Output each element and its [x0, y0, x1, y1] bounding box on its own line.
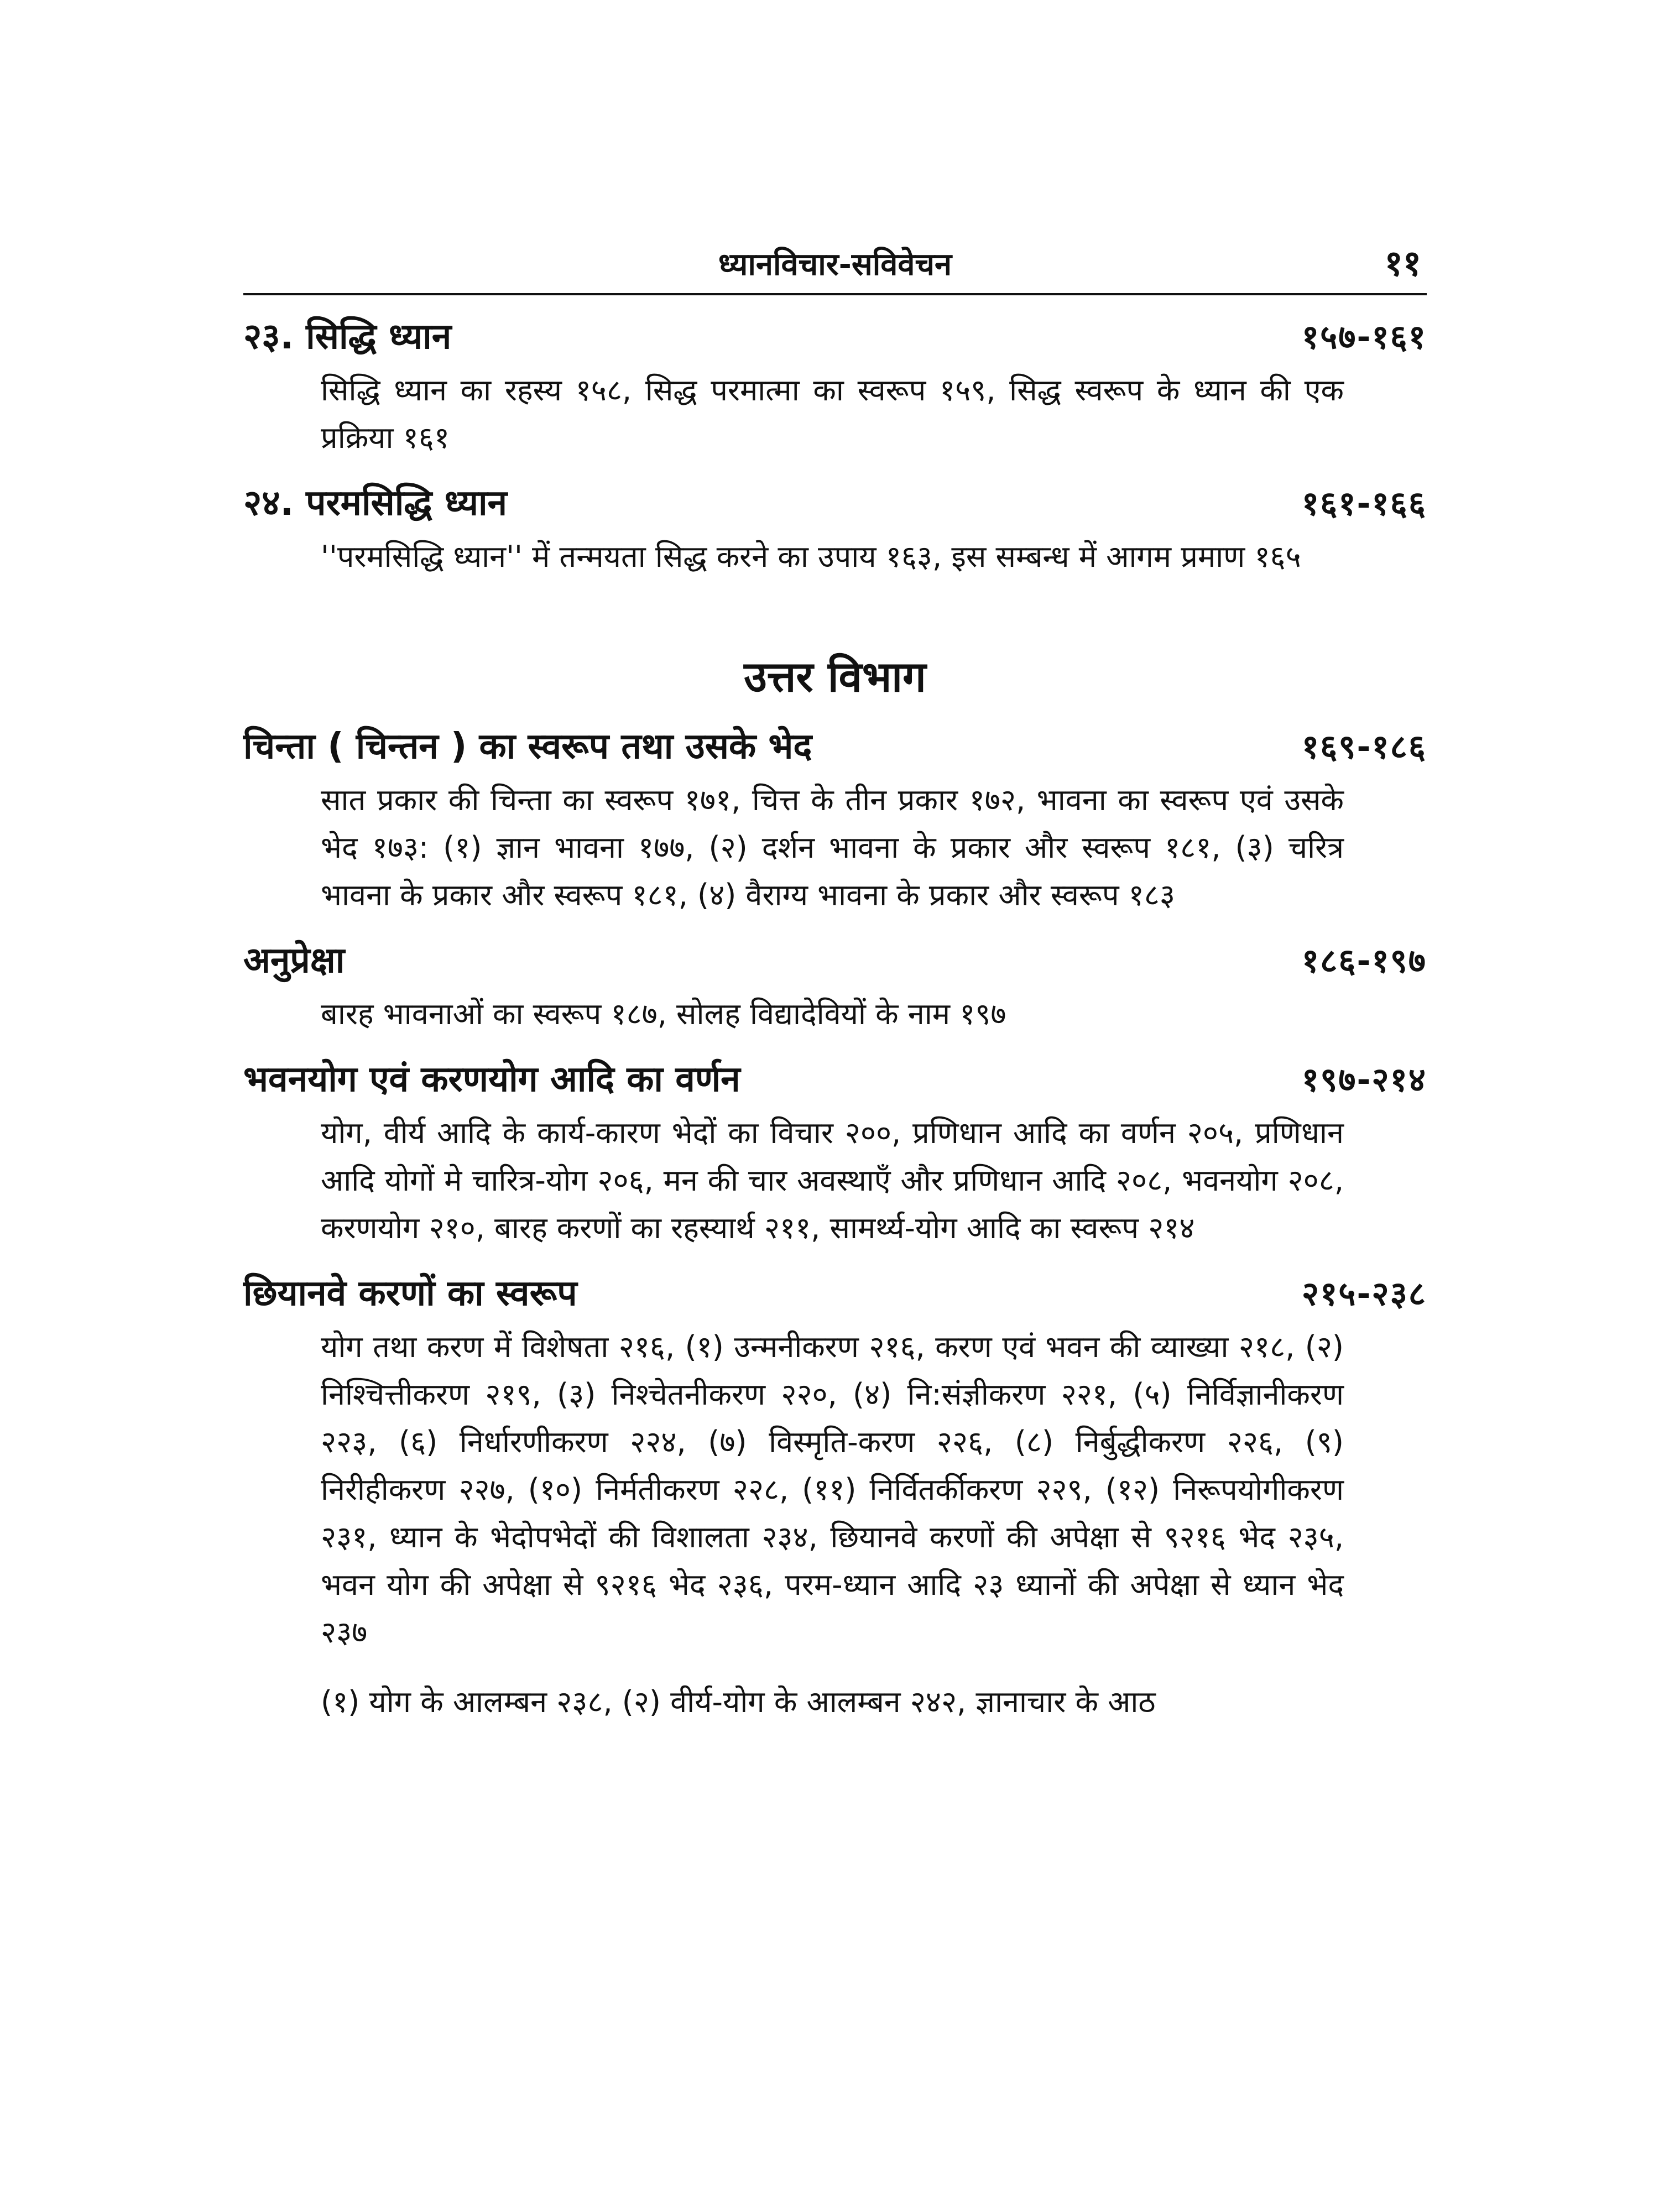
toc-entry — [243, 721, 1427, 919]
toc-entry-description: ''परमसिद्धि ध्यान'' में तन्मयता सिद्ध करने का उपाय १६३, इस सम्बन्ध में आगम प्रमाण १६५ — [321, 539, 1301, 574]
toc-entry-range: १६९-१८६ — [1301, 728, 1427, 766]
toc-entry-description: बारह भावनाओं का स्वरूप १८७, सोलह विद्यादेवियों के नाम १९७ — [321, 997, 1006, 1031]
page — [243, 232, 1427, 1726]
toc-entry-range: १६१-१६६ — [1301, 484, 1427, 523]
toc-entry — [243, 311, 1427, 462]
toc-entry — [243, 477, 1427, 581]
toc-entry-description: सात प्रकार की चिन्ता का स्वरूप १७१, चित्त के तीन प्रकार १७२, भावना का स्वरूप एवं उसके भेद १७३: (१) ज्ञान भावना १७७, (२) दर्शन भावना के प्रकार और स्वरूप १८१, (३) चरित्र भावना के प्रकार और स्वरूप १८१, (४) वैराग्य भावना के प्रकार और स्वरूप १८३ — [321, 782, 1344, 912]
toc-entry-range: २१५-२३८ — [1301, 1275, 1427, 1313]
toc-entry-description: योग, वीर्य आदि के कार्य-कारण भेदों का विचार २००, प्रणिधान आदि का वर्णन २०५, प्रणिधान आदि योगों मे चारित्र-योग २०६, मन की चार अवस्थाएँ और प्रणिधान आदि २०८, भवनयोग २०८, करणयोग २१०, बारह करणों का रहस्यार्थ २११, सामर्थ्य-योग आदि का स्वरूप २१४ — [321, 1115, 1344, 1245]
continuation-line: (१) योग के आलम्बन २३८, (२) वीर्य-योग के आलम्बन २४२, ज्ञानाचार के आठ — [321, 1684, 1156, 1719]
toc-entry-description: योग तथा करण में विशेषता २१६, (१) उन्मनीकरण २१६, करण एवं भवन की व्याख्या २१८, (२) निश्चित्तीकरण २१९, (३) निश्चेतनीकरण २२०, (४) नि:संज्ञीकरण २२१, (५) निर्विज्ञानीकरण २२३, (६) निर्धारणीकरण २२४, (७) विस्मृति-करण २२६, (८) निर्बुद्धीकरण २२६, (९) निरीहीकरण २२७, (१०) निर्मतीकरण २२८, (११) निर्वितर्कीकरण २२९, (१२) निरूपयोगीकरण २३१, ध्यान के भेदोपभेदों की विशालता २३४, छियानवे करणों की अपेक्षा से ९२१६ भेद २३५, भवन योग की अपेक्षा से ९२१६ भेद २३६, परम-ध्यान आदि २३ ध्यानों की अपेक्षा से ध्यान भेद २३७ — [321, 1329, 1344, 1650]
toc-entry-range: १८६-१९७ — [1301, 942, 1427, 980]
running-title: ध्यानविचार-सविवेचन — [718, 247, 952, 283]
toc-entry-range: १५७-१६१ — [1301, 318, 1427, 357]
toc-entry — [243, 935, 1427, 1038]
toc-entry-title: अनुप्रेक्षा — [243, 940, 345, 981]
toc-entry-title: चिन्ता ( चिन्तन ) का स्वरूप तथा उसके भेद — [243, 726, 812, 767]
toc-entry — [243, 1053, 1427, 1252]
toc-entry-description: सिद्धि ध्यान का रहस्य १५८, सिद्ध परमात्मा का स्वरूप १५९, सिद्ध स्वरूप के ध्यान की एक प्रक्रिया १६१ — [321, 373, 1344, 455]
running-header — [243, 232, 1427, 295]
toc-entry-title: भवनयोग एवं करणयोग आदि का वर्णन — [243, 1059, 740, 1100]
toc-entry-title: छियानवे करणों का स्वरूप — [243, 1273, 577, 1314]
section-heading: उत्तर विभाग — [744, 652, 926, 701]
page-number: ११ — [1384, 243, 1421, 284]
toc-entry-title: २३. सिद्धि ध्यान — [243, 316, 452, 357]
toc-entry-title: २४. परमसिद्धि ध्यान — [243, 483, 508, 524]
toc-entry-range: १९७-२१४ — [1301, 1061, 1427, 1099]
toc-entry — [243, 1267, 1427, 1656]
